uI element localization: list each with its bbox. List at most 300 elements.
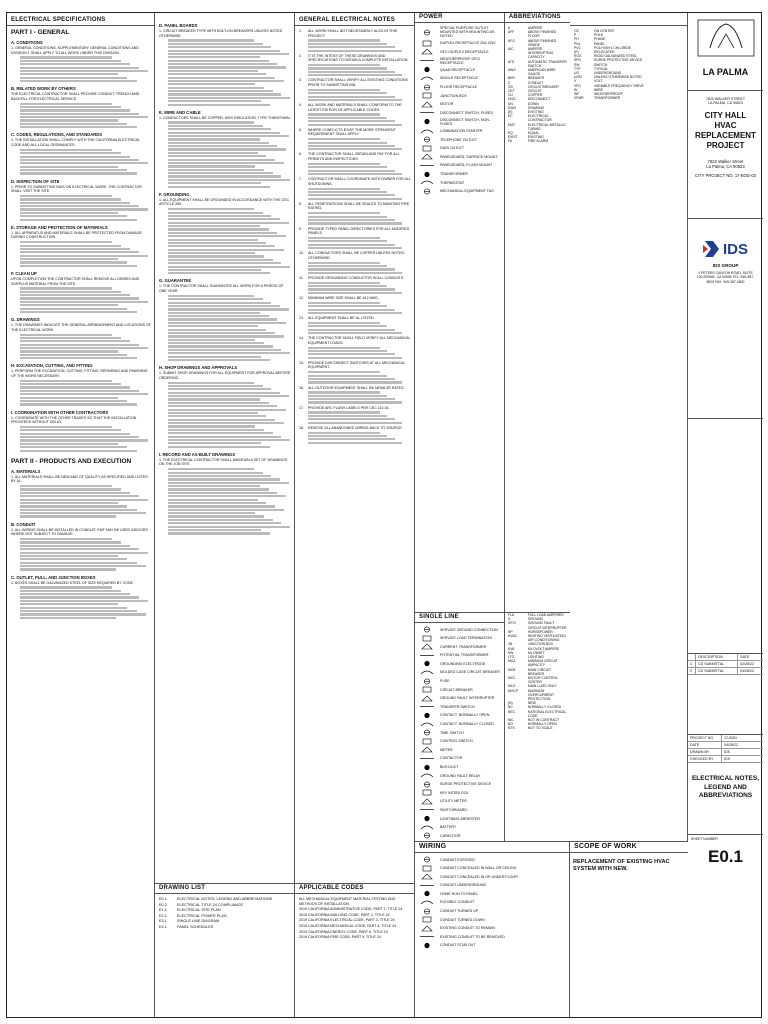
power-legend-row [418, 26, 501, 38]
spec-section-text: 1. THE ELECTRICAL CONTRACTOR SHALL MAINTAIN A SET OF DRAWINGS ON THE JOB SITE. [159, 457, 288, 467]
abbreviations-list [508, 26, 567, 144]
abbreviation-meaning: SURGE PROTECTIVE DEVICE [594, 58, 643, 63]
abbreviation-key: JB [507, 642, 512, 647]
wiring-legend-label: HOME RUN TO PANEL [440, 891, 478, 896]
applicable-codes-header: APPLICABLE CODES [295, 884, 414, 894]
single-line-legend-row [418, 686, 501, 693]
power-legend-row [418, 118, 501, 126]
applicable-code-item: 2019 CALIFORNIA ELECTRICAL CODE, PART 3, TITLE 24 [299, 918, 395, 923]
general-notes-column [295, 13, 415, 1017]
date-row [688, 742, 763, 749]
wiring-legend-label: EXISTING CONDUIT TO REMAIN [440, 926, 495, 931]
abbreviation-row [508, 676, 567, 684]
abbreviation-meaning: FIRE ALARM [527, 139, 549, 144]
note-number: 14. [299, 336, 304, 341]
applicable-code-item: 2019 CALIFORNIA MECHANICAL CODE, PART 4, TITLE 24 [299, 923, 397, 928]
single-line-legend-symbol-icon [418, 798, 436, 805]
wiring-legend [415, 842, 570, 1017]
single-line-legend-row [418, 832, 501, 839]
drawing-list-row [159, 897, 290, 902]
text-filler [20, 149, 151, 175]
wiring-legend-row [418, 916, 566, 923]
abbreviation-meaning: DISCONNECT [527, 97, 551, 102]
abbreviation-key: NO [507, 722, 513, 727]
drawing-list-row [159, 914, 290, 919]
abbreviation-key: UON [574, 75, 582, 80]
text-filler [308, 302, 411, 314]
drawing-sheet-number: E0.1 [159, 897, 167, 901]
address-line-2: LA PALMA, CA 90623 [708, 101, 743, 105]
abbreviation-row [508, 668, 567, 676]
single-line-legend-label: GROUND FAULT INTERRUPTER [440, 696, 495, 701]
text-filler [20, 56, 151, 82]
abbreviation-row [508, 659, 567, 667]
abbreviation-meaning: COPPER [527, 93, 543, 98]
power-legend-row [418, 179, 501, 186]
power-legend-symbol-icon [418, 128, 436, 135]
single-line-legend-symbol-icon [418, 721, 436, 728]
city-logo-box [688, 13, 763, 91]
text-filler [308, 89, 411, 101]
spec-section-text: 1. GENERAL CONDITIONS, SUPPLEMENTARY GENERAL CONDITIONS AND DIVISION 1 SHALL APPLY TO ALL WORK UNDER THIS DIVISION. [11, 46, 139, 55]
power-legend-row [418, 136, 501, 143]
sheet-title-2: LEGEND AND [704, 783, 747, 791]
text-filler [308, 411, 411, 423]
abbreviation-key: G [507, 617, 511, 622]
electrical-specifications-column [7, 13, 155, 1017]
abbreviation-row [508, 60, 567, 68]
spec-section-title: H. EXCAVATION, CUTTING, AND FITTING [11, 363, 93, 369]
text-filler [308, 212, 411, 224]
wiring-legend-row [418, 942, 566, 949]
general-note-item [299, 296, 411, 301]
abbreviation-key: PNL [574, 41, 581, 46]
note-text: ALL WORK AND MATERIALS SHALL CONFORM TO THE LATEST EDITION OF APPLICABLE CODES. [308, 103, 402, 112]
abbreviation-row [508, 726, 567, 730]
abbreviation-key: NTS [507, 726, 515, 731]
scope-header: SCOPE OF WORK [570, 842, 688, 853]
single-line-legend-label: CONTROL SWITCH [440, 739, 473, 744]
general-note-item [299, 227, 411, 236]
power-legend-symbol-icon [418, 92, 436, 99]
power-legend-symbol-icon [418, 162, 436, 169]
single-line-legend-row [418, 721, 501, 728]
abbreviation-meaning: NATIONAL ELECTRICAL CODE [527, 709, 567, 718]
note-number: 15. [299, 360, 304, 365]
wiring-legend-symbol-icon [418, 925, 436, 932]
power-legend-row [418, 153, 501, 160]
single-line-legend-symbol-icon [418, 626, 436, 633]
abbreviation-meaning: ABOVE FINISHED FLOOR [527, 30, 557, 39]
abbreviation-key: BKR [507, 76, 515, 81]
single-line-legend-row [418, 798, 501, 805]
wiring-legend-symbol-icon [418, 890, 436, 897]
single-line-legend-label: TRANSFER SWITCH [440, 704, 475, 709]
abbreviation-key: PVC [574, 45, 581, 50]
general-note-item [299, 426, 411, 431]
power-legend-symbol-icon [418, 48, 436, 55]
general-note-item [299, 29, 411, 38]
ids-logo-text: IDS [722, 240, 748, 258]
single-line-legend-label: METER [440, 747, 453, 752]
single-line-legend-symbol-icon [418, 746, 436, 753]
spec-list-part1 [11, 40, 151, 452]
single-line-legend-symbol-icon [418, 824, 436, 831]
abbreviation-key: KW [507, 650, 514, 655]
power-legend-label: SPECIAL PURPOSE OUTLET MOUNTED WITH MOUNTING AS NOTED [440, 26, 495, 38]
spec-section-title: G. DRAWINGS [11, 317, 40, 323]
abbreviation-key: NC [507, 705, 513, 710]
abbreviation-key: (N) [507, 701, 513, 706]
abbreviation-key: A [507, 26, 511, 30]
general-note-item [299, 386, 411, 391]
wiring-legend-label: CONDUIT CONCEALED IN WALL OR CEILING [440, 866, 517, 871]
abbreviation-row [508, 689, 567, 702]
text-filler [20, 586, 151, 619]
spec-section-title: B. CONDUIT [11, 521, 36, 527]
abbreviation-meaning: CIRCUIT BREAKER [527, 84, 559, 89]
scope-text: REPLACEMENT OF EXISTING HVAC SYSTEM WITH NEW. [573, 859, 670, 872]
power-legend-row [418, 101, 501, 108]
single-line-legend-row [418, 755, 501, 762]
abbreviation-meaning: KILOWATT [527, 650, 545, 655]
single-line-legend-symbol-icon [418, 686, 436, 693]
single-line-legend-label: CURRENT TRANSFORMER [440, 644, 487, 649]
spec-section-text: 1. CONDUCTORS SHALL BE COPPER, 600V INSULATION, TYPE THHN/THWN. [159, 115, 291, 120]
single-line-legend-row [418, 635, 501, 642]
revision-date: DATE [740, 655, 750, 659]
project-number-row [688, 735, 763, 742]
power-legend-symbol-icon [418, 40, 436, 47]
revision-row [688, 654, 763, 661]
power-legend-row [418, 128, 501, 135]
abbreviation-key: DN [507, 101, 513, 106]
note-text: PROVIDE TYPED PANEL DIRECTORIES FOR ALL MODIFIED PANELS. [308, 226, 410, 236]
note-text: ALL OUTDOOR EQUIPMENT SHALL BE NEMA 3R RATED. [308, 385, 405, 390]
abbreviation-meaning: EXISTING [527, 110, 544, 115]
single-line-legend-label: GROUNDING ELECTRODE [440, 661, 486, 666]
applicable-codes-list [299, 897, 410, 940]
drawing-sheet-number: E3.1 [159, 919, 167, 924]
general-note-item [299, 78, 411, 87]
single-line-legend-label: POTENTIAL TRANSFORMER [440, 653, 489, 658]
power-legend-symbol-icon [418, 84, 436, 91]
drawing-sheet [6, 12, 762, 1018]
spec-section-text: 1. COORDINATE WITH THE OTHER TRADES SO THAT THE INSTALLATION PROCEEDS WITHOUT DELAY. [11, 415, 137, 425]
wiring-legend-symbol-icon [418, 916, 436, 923]
abbreviation-meaning: AUTOMATIC TRANSFER SWITCH [527, 59, 567, 68]
abbreviation-key: VFD [574, 83, 581, 88]
abbreviation-row [574, 96, 684, 100]
abbreviation-key: MCC [507, 676, 516, 681]
power-legend-row [418, 162, 501, 169]
abbreviation-key: P [574, 33, 577, 38]
wiring-legend-symbol-icon [418, 856, 436, 863]
note-text: ALL PENETRATIONS SHALL BE SEALED TO MAINTAIN FIRE RATING. [308, 201, 410, 211]
power-legend-label: DUPLEX RECEPTACLE 20A 125V [440, 41, 496, 46]
abbreviation-meaning: MAXIMUM OVERCURRENT PROTECTION [527, 688, 555, 702]
note-number: 4. [299, 103, 302, 108]
wiring-legend-row [418, 908, 566, 915]
note-number: 11. [299, 275, 304, 280]
note-number: 3. [299, 78, 302, 83]
note-number: 12. [299, 295, 304, 300]
ids-logo [691, 239, 760, 259]
single-line-legend-row [418, 660, 501, 667]
note-number: 10. [299, 251, 304, 256]
note-number: 17. [299, 405, 304, 410]
single-line-legend-row [418, 764, 501, 771]
power-legend-label: MOTOR [440, 102, 454, 107]
single-line-legend-label: BATTERY [440, 825, 457, 830]
applicable-code-item: 2019 CALIFORNIA ADMINISTRATIVE CODE, PART 1, TITLE 24 [299, 907, 403, 912]
drawn-by-value: IDS [724, 750, 730, 754]
note-text: CONTRACTOR SHALL COORDINATE WITH OWNER FOR ALL SHUTDOWNS. [308, 177, 411, 186]
single-line-legend-label: FUSE [440, 679, 450, 684]
spec-continuation-column [155, 13, 295, 1017]
drawing-title: ELECTRICAL SITE PLAN [177, 908, 221, 913]
sheet-title-3: ABBREVIATIONS [698, 792, 753, 799]
power-legend-symbol-icon [418, 145, 436, 152]
part-1-title: PART I - GENERAL [11, 29, 70, 36]
power-legend-label: DATA OUTLET [440, 146, 465, 151]
abbreviation-key: EC [507, 114, 513, 119]
abbreviation-row [508, 47, 567, 60]
power-legend-symbol-icon [418, 118, 436, 125]
abbreviation-meaning: ABOVE FINISHED GRADE [527, 38, 557, 47]
power-legend-label: THERMOSTAT [440, 180, 465, 185]
abbreviation-meaning: RELOCATED [594, 50, 615, 55]
abbreviation-meaning: MOTOR CONTROL CENTER [527, 676, 558, 685]
power-legend-symbol-icon [418, 101, 436, 108]
abbreviation-key: CKT [507, 89, 515, 94]
abbreviation-meaning: NOT TO SCALE [527, 726, 553, 731]
general-note-item [299, 177, 411, 186]
power-legend [415, 13, 505, 612]
abbreviation-row [508, 123, 567, 131]
single-line-legend-row [418, 712, 501, 719]
drawing-sheet-number: E0.2 [159, 902, 167, 907]
single-line-symbol-list [418, 626, 501, 856]
project-name-3: PROJECT [706, 141, 745, 150]
wiring-legend-label: CONDUIT UNDERGROUND [440, 883, 487, 888]
abbreviation-key: UG [574, 71, 580, 76]
power-legend-row [418, 66, 501, 73]
power-legend-symbol-icon [418, 136, 436, 143]
abbreviation-key: ATS [507, 59, 515, 64]
abbreviation-key: GFCI [507, 621, 516, 626]
abbreviation-key: (E) [507, 110, 513, 115]
stamp-area [688, 419, 763, 654]
single-line-legend-row [418, 772, 501, 779]
wiring-header: WIRING [415, 842, 569, 853]
revision-mark [688, 654, 696, 660]
firm-address: 1 PETERS CANYON ROAD, SUITE 130 IRVINE, CA 92606 TEL: 949-387-8500 FAX: 949-387-0800 [696, 271, 755, 284]
wiring-legend-label: EXISTING CONDUIT TO BE REMOVED [440, 934, 505, 939]
abbreviation-meaning: ON CENTER [594, 29, 614, 33]
single-line-legend-row [418, 806, 501, 813]
spec-section-text: 1. ALL APPARATUS AND MATERIALS SHALL BE PROTECTED FROM DAMAGE DURING CONSTRUCTION. [11, 230, 142, 240]
abbreviation-meaning: ELECTRICAL METALLIC TUBING [527, 122, 566, 131]
text-filler [308, 39, 411, 51]
abbreviation-meaning: TRANSFORMER [594, 96, 621, 101]
checked-by-row [688, 756, 763, 763]
single-line-legend-row [418, 738, 501, 745]
abbreviation-meaning: NEW [527, 701, 536, 706]
abbreviation-key: FLA [507, 613, 515, 617]
text-filler [20, 380, 151, 406]
text-filler [308, 371, 411, 383]
abbreviation-meaning: JUNCTION BOX [527, 642, 554, 647]
abbreviation-key: MLO [507, 684, 516, 689]
spec-section-title: E. WIRE AND CABLE [159, 109, 201, 115]
abbreviation-key: (R) [574, 50, 579, 55]
note-number: 1. [299, 29, 302, 33]
spec-section-text: 1. ALL MATERIALS SHALL BE NEW AND OF QUALITY AS SPECIFIED AND LISTED BY UL. [11, 474, 148, 484]
wiring-legend-symbol-icon [418, 873, 436, 880]
wiring-legend-row [418, 873, 566, 880]
note-text: PROVIDE DISCONNECT SWITCHES AT ALL MECHANICAL EQUIPMENT. [308, 360, 406, 370]
abbreviation-key: MCA [507, 659, 516, 664]
abbreviation-meaning: TYPICAL [594, 66, 609, 71]
text-filler [20, 103, 151, 129]
wiring-legend-symbol-icon [418, 882, 436, 889]
general-note-item [299, 202, 411, 211]
checked-by-label: CHECKED BY [688, 756, 722, 762]
general-note-item [299, 152, 411, 161]
general-note-item [299, 406, 411, 411]
abbreviation-key: EXIST [507, 135, 518, 140]
drawing-title: ELECTRICAL TITLE 24 COMPLIANCE [177, 902, 244, 907]
power-legend-label: SINGLE RECEPTACLE [440, 76, 478, 81]
single-line-legend-label: MOLDED CASE CIRCUIT BREAKER [440, 670, 500, 675]
single-line-legend-label: SURGE PROTECTIVE DEVICE [440, 782, 492, 787]
abbreviation-meaning: HEATING VENTILATION AIR CONDITIONING [527, 634, 566, 643]
single-line-legend-row [418, 746, 501, 753]
drawing-title: ELECTRICAL NOTES, LEGEND AND ABBREVIATIONS [177, 897, 273, 901]
drawing-list-row [159, 919, 290, 924]
single-line-legend-symbol-icon [418, 695, 436, 702]
abbreviation-key: KVA [507, 646, 515, 651]
revision-date: 02/28/22 [740, 662, 754, 666]
abbreviation-key: MOCP [507, 688, 519, 693]
abbreviation-meaning: GROUND [527, 617, 543, 622]
abbreviation-meaning: AMPERE INTERRUPTING CAPACITY [527, 47, 554, 60]
power-legend-symbol-icon [418, 153, 436, 160]
single-line-legend-label: KEY INTERLOCK [440, 790, 469, 795]
power-legend-row [418, 109, 501, 116]
spec-section-text: 1. ALL WIRING SHALL BE INSTALLED IN CONDUIT. EMT MAY BE USED INDOORS WHERE NOT SUBJECT TO DAMAGE. [11, 527, 148, 537]
general-note-item [299, 361, 411, 370]
abbreviation-meaning: CONDUIT [527, 80, 544, 85]
abbreviation-meaning: WIRE [594, 87, 603, 92]
abbreviation-key: AFG [507, 38, 515, 43]
abbreviations-header: ABBREVIATIONS [505, 13, 570, 23]
abbreviation-key: OC [574, 29, 580, 33]
abbreviation-key: CU [507, 93, 513, 98]
wiring-legend-row [418, 890, 566, 897]
spec-section-title: E. STORAGE AND PROTECTION OF MATERIALS [11, 224, 108, 230]
single-line-legend-symbol-icon [418, 660, 436, 667]
abbreviation-meaning: MAIN LUGS ONLY [527, 684, 557, 689]
note-number: 5. [299, 127, 302, 132]
scope-of-work-section [570, 842, 688, 1017]
abbreviations-legend [505, 13, 570, 612]
wiring-legend-label: CONDUIT TURNED DOWN [440, 917, 485, 922]
single-line-legend-symbol-icon [418, 703, 436, 710]
abbreviation-key: RGS [574, 54, 582, 59]
revision-blank-area [688, 675, 763, 735]
abbreviation-key: FA [507, 139, 513, 144]
abbreviation-key: HVAC [507, 634, 518, 639]
wiring-legend-row [418, 899, 566, 906]
abbreviation-meaning: AMPERE [527, 26, 543, 30]
revision-description: DESCRIPTION [696, 654, 738, 660]
text-filler [20, 538, 151, 571]
note-number: 8. [299, 201, 302, 206]
abbreviation-key: EQ [507, 131, 513, 136]
power-legend-label: PANELBOARD, SURFACE MOUNT [440, 154, 498, 159]
abbreviation-meaning: SWITCH [594, 62, 608, 67]
single-line-legend-symbol-icon [418, 755, 436, 762]
wiring-legend-symbol-icon [418, 865, 436, 872]
spec-section-text: 1. PRIOR TO SUBMITTING BIDS ON ELECTRICAL WORK, THE CONTRACTOR SHALL VISIT THE SITE. [11, 184, 142, 194]
note-text: THE CONTRACTOR SHALL FIELD VERIFY ALL MECHANICAL EQUIPMENT LOADS. [308, 336, 411, 345]
general-note-item [299, 128, 411, 137]
sheet-title-box [688, 763, 763, 835]
single-line-legend-label: UTILITY METER [440, 799, 467, 804]
abbreviation-meaning: CIRCUIT [527, 89, 542, 94]
single-line-legend-row [418, 678, 501, 685]
wiring-legend-symbol-icon [418, 908, 436, 915]
abbreviation-meaning: UNLESS OTHERWISE NOTED [594, 75, 642, 80]
wiring-legend-symbol-icon [418, 933, 436, 940]
note-number: 9. [299, 226, 302, 231]
spec-list-continued [159, 23, 291, 535]
single-line-legend-label: CAPACITOR [440, 833, 461, 838]
power-legend-symbol-icon [418, 29, 436, 36]
text-filler [308, 322, 411, 334]
abbreviation-meaning: DRAWING [527, 105, 545, 110]
single-line-legend-symbol-icon [418, 764, 436, 771]
abbreviation-row [508, 621, 567, 629]
single-line-legend-label: CONTACT, NORMALLY OPEN [440, 713, 490, 718]
revision-table [688, 654, 763, 675]
single-line-legend-label: CONTACT, NORMALLY CLOSED [440, 722, 494, 727]
drawing-list-header: DRAWING LIST [155, 884, 294, 894]
note-number: 13. [299, 316, 304, 321]
spec-section-title: I. COORDINATION WITH OTHER CONTRACTORS [11, 409, 109, 415]
drawing-title: SINGLE LINE DIAGRAM [177, 919, 220, 924]
single-line-legend-symbol-icon [418, 832, 436, 839]
single-line-legend-symbol-icon [418, 729, 436, 736]
drawing-sheet-number: E1.1 [159, 908, 167, 913]
project-number-value: 17-BOD [724, 736, 737, 740]
text-filler [308, 432, 411, 444]
abbreviation-key: W [574, 87, 578, 92]
abbreviation-meaning: ELECTRICAL CONTRACTOR [527, 114, 552, 123]
spec-section-title: F. GROUNDING [159, 191, 190, 197]
general-note-item [299, 54, 411, 63]
abbreviation-row [508, 114, 567, 122]
abbreviation-row [508, 39, 567, 47]
revision-row [688, 661, 763, 668]
abbreviation-key: C [507, 80, 511, 85]
abbreviation-meaning: BREAKER [527, 76, 545, 81]
abbreviation-meaning: GROUND FAULT CIRCUIT INTERRUPTER [527, 621, 567, 630]
general-note-item [299, 276, 411, 281]
power-legend-label: WEATHERPROOF GFCI RECEPTACLE [440, 56, 481, 65]
